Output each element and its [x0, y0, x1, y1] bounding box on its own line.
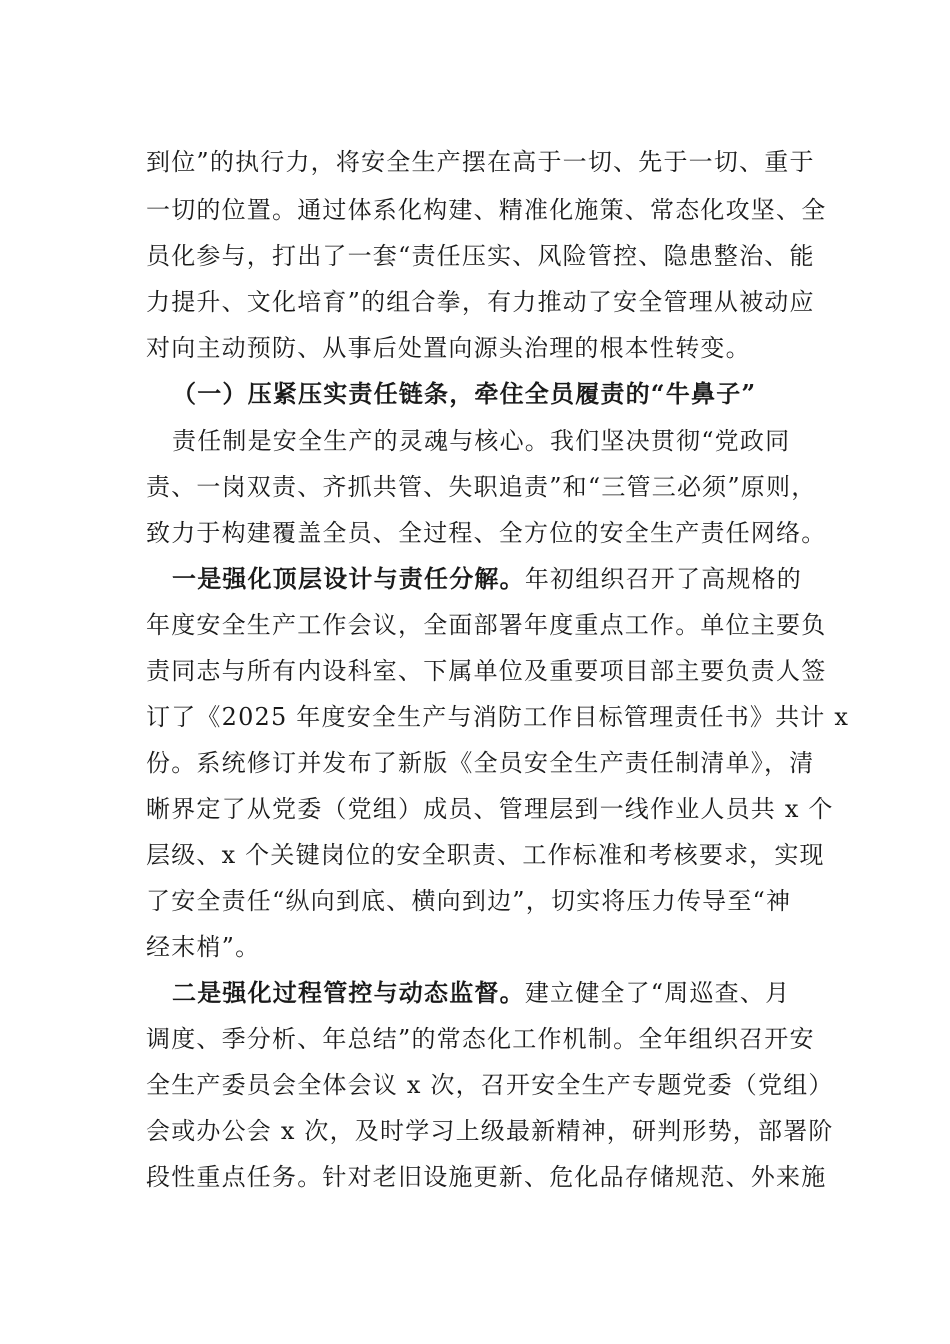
- body-line: 一切的位置。通过体系化构建、精准化施策、常态化攻坚、全: [146, 196, 827, 224]
- body-line: 责同志与所有内设科室、下属单位及重要项目部主要负责人签: [146, 657, 827, 685]
- body-line: 全生产委员会全体会议 x 次，召开安全生产专题党委（党组）: [146, 1071, 834, 1099]
- paragraph-first-line: [172, 558, 802, 600]
- body-line: 致力于构建覆盖全员、全过程、全方位的安全生产责任网络。: [146, 519, 827, 547]
- paragraph-lead: 一是强化顶层设计与责任分解。: [172, 564, 525, 593]
- body-line: 晰界定了从党委（党组）成员、管理层到一线作业人员共 x 个: [146, 795, 834, 823]
- body-line: 层级、x 个关键岗位的安全职责、工作标准和考核要求，实现: [146, 841, 825, 869]
- body-line: 了安全责任“纵向到底、横向到边”，切实将压力传导至“神: [146, 887, 792, 915]
- section-heading: （一）压紧压实责任链条，牵住全员履责的“牛鼻子”: [172, 379, 757, 408]
- paragraph-text: 年初组织召开了高规格的: [524, 565, 803, 593]
- body-line: 段性重点任务。针对老旧设施更新、危化品存储规范、外来施: [146, 1163, 827, 1191]
- body-line: 调度、季分析、年总结”的常态化工作机制。全年组织召开安: [146, 1025, 815, 1053]
- body-line: 年度安全生产工作会议，全面部署年度重点工作。单位主要负: [146, 611, 827, 639]
- body-line: 责、一岗双责、齐抓共管、失职追责”和“三管三必须”原则，: [146, 473, 817, 501]
- body-line: 责任制是安全生产的灵魂与核心。我们坚决贯彻“党政同: [172, 427, 791, 455]
- body-line: 到位”的执行力，将安全生产摆在高于一切、先于一切、重于: [146, 148, 815, 176]
- paragraph-first-line: [172, 972, 790, 1014]
- body-line: 员化参与，打出了一套“责任压实、风险管控、隐患整治、能: [146, 242, 815, 270]
- body-line: 力提升、文化培育”的组合拳，有力推动了安全管理从被动应: [146, 288, 815, 316]
- body-line: 份。系统修订并发布了新版《全员安全生产责任制清单》，清: [146, 749, 815, 777]
- paragraph-lead: 二是强化过程管控与动态监督。: [172, 978, 525, 1007]
- body-line: 会或办公会 x 次，及时学习上级最新精神，研判形势，部署阶: [146, 1117, 834, 1145]
- body-line: 对向主动预防、从事后处置向源头治理的根本性转变。: [146, 334, 751, 362]
- body-line: 订了《2025 年度安全生产与消防工作目标管理责任书》共计 x: [146, 703, 850, 731]
- body-line: 经末梢”。: [146, 933, 261, 961]
- paragraph-text: 建立健全了“周巡查、月: [524, 979, 791, 1007]
